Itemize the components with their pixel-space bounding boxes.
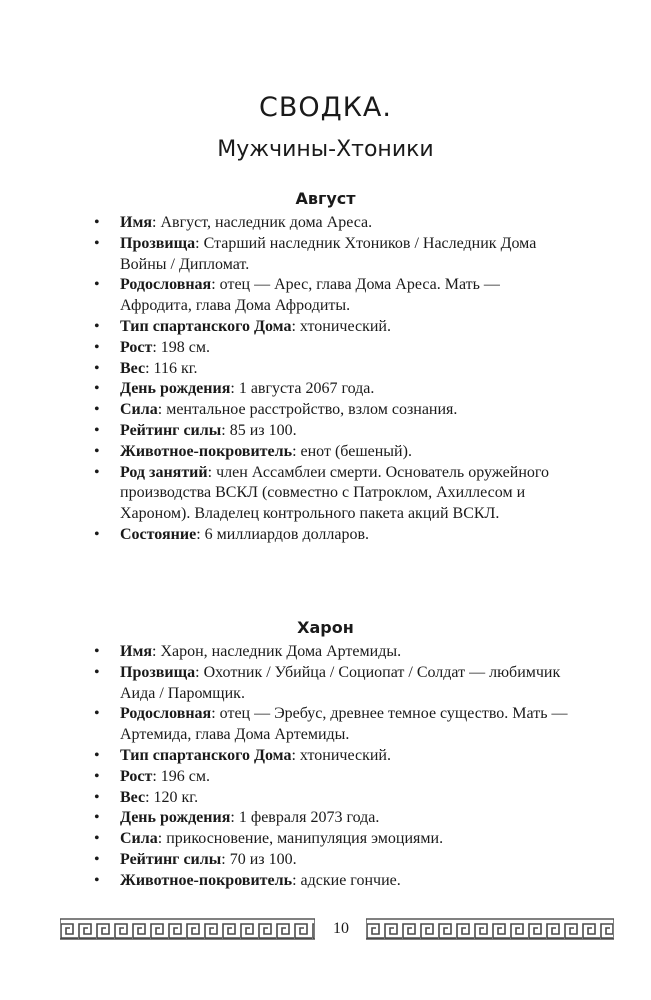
fact-separator: : [195, 663, 204, 681]
fact-label: Животное-покровитель [120, 871, 293, 889]
fact-separator: : [152, 214, 161, 231]
fact-label: Родословная [120, 276, 212, 294]
fact-label: Рейтинг силы [120, 850, 222, 868]
bullet-icon: • [94, 643, 100, 660]
bullet-icon: • [94, 809, 100, 827]
fact-label: Прозвища [120, 663, 196, 681]
fact-label: День рождения [120, 809, 231, 827]
fact-item [0, 767, 570, 788]
fact-separator: : [157, 401, 167, 419]
fact-item [0, 421, 570, 442]
fact-label: Вес [120, 359, 146, 377]
fact-value: 85 из 100. [229, 421, 297, 439]
fact-label: Имя [120, 643, 152, 660]
fact-value: Август, наследник дома Ареса. [160, 214, 373, 231]
fact-value: ментальное расстройство, взлом сознания. [166, 401, 458, 419]
bullet-icon: • [94, 663, 100, 681]
fact-value: 120 кг. [153, 788, 199, 806]
profile-name-heading: Харон [297, 618, 354, 637]
fact-item [0, 704, 570, 746]
fact-item [0, 234, 570, 276]
fact-item [0, 829, 570, 850]
profile-august [0, 187, 651, 546]
bullet-icon: • [94, 380, 100, 398]
bullet-icon: • [94, 767, 100, 785]
page-title: СВОДКА. [259, 92, 392, 123]
fact-item [0, 213, 570, 234]
bullet-icon: • [94, 850, 100, 868]
bullet-icon: • [94, 234, 100, 252]
fact-item [0, 642, 570, 663]
fact-item [0, 850, 570, 871]
fact-value: хтонический. [299, 317, 391, 335]
fact-value: 1 августа 2067 года. [238, 380, 375, 398]
bullet-icon: • [94, 746, 100, 764]
fact-value: прикосновение, манипуляция эмоциями. [166, 830, 444, 848]
fact-list [0, 642, 651, 892]
bullet-icon: • [94, 871, 100, 889]
fact-value: 116 кг. [153, 359, 198, 377]
profile-charon [0, 616, 651, 892]
fact-item [0, 463, 570, 525]
fact-value: член Ассамблеи смерти. Основатель оружейного производства ВСКЛ (совместно с Патроклом, Ахиллесом и Хароном). Владелец контрольного пакета акций ВСКЛ. [120, 463, 550, 523]
profile-name-heading: Август [295, 189, 356, 208]
fact-separator: : [230, 380, 239, 398]
fact-item [0, 808, 570, 829]
bullet-icon: • [94, 421, 100, 439]
fact-item [0, 338, 570, 359]
fact-separator: : [291, 317, 300, 335]
page-footer [0, 912, 651, 946]
fact-separator: : [211, 276, 220, 294]
fact-label: Животное-покровитель [120, 442, 293, 460]
fact-value: 198 см. [160, 338, 211, 356]
fact-separator: : [145, 359, 154, 377]
fact-item [0, 663, 570, 705]
fact-label: Прозвища [120, 234, 196, 252]
bullet-icon: • [94, 463, 100, 481]
fact-value: 6 миллиардов долларов. [204, 525, 370, 543]
bullet-icon: • [94, 317, 100, 335]
fact-item [0, 746, 570, 767]
fact-label: Рейтинг силы [120, 421, 222, 439]
fact-label: Род занятий [120, 463, 208, 481]
fact-separator: : [157, 830, 167, 848]
fact-value: адские гончие. [300, 871, 401, 889]
bullet-icon: • [94, 338, 100, 356]
fact-separator: : [211, 705, 220, 723]
bullet-icon: • [94, 442, 100, 460]
fact-separator: : [291, 746, 300, 764]
fact-value: хтонический. [299, 746, 391, 764]
bullet-icon: • [94, 788, 100, 806]
fact-item [0, 788, 570, 809]
fact-separator: : [152, 643, 161, 660]
fact-separator: : [221, 850, 230, 868]
fact-label: Родословная [120, 705, 212, 723]
fact-label: Сила [120, 401, 158, 419]
fact-value: енот (бешеный). [300, 442, 412, 460]
fact-separator: : [221, 421, 230, 439]
fact-label: День рождения [120, 380, 231, 398]
fact-label: Вес [120, 788, 146, 806]
fact-item [0, 525, 570, 546]
greek-key-meander-icon [60, 918, 315, 940]
bullet-icon: • [94, 276, 100, 294]
fact-item [0, 317, 570, 338]
fact-item [0, 400, 570, 421]
fact-separator: : [195, 234, 204, 252]
fact-value: отец — Арес, глава Дома Ареса. Мать — Афродита, глава Дома Афродиты. [120, 276, 500, 315]
fact-item [0, 379, 570, 400]
fact-separator: : [207, 463, 217, 481]
fact-label: Состояние [120, 525, 197, 543]
fact-label: Тип спартанского Дома [120, 317, 292, 335]
fact-value: 1 февраля 2073 года. [238, 809, 380, 827]
bullet-icon: • [94, 401, 100, 419]
fact-label: Рост [120, 338, 153, 356]
fact-item [0, 442, 570, 463]
greek-key-meander-icon [366, 918, 614, 940]
fact-label: Рост [120, 767, 153, 785]
fact-separator: : [145, 788, 154, 806]
fact-value: Охотник / Убийца / Социопат / Солдат — любимчик Аида / Паромщик. [120, 663, 561, 702]
fact-separator: : [196, 525, 205, 543]
fact-value: Старший наследник Хтоников / Наследник Дома Войны / Дипломат. [120, 234, 537, 273]
bullet-icon: • [94, 214, 100, 231]
bullet-icon: • [94, 359, 100, 377]
bullet-icon: • [94, 830, 100, 848]
fact-separator: : [152, 767, 161, 785]
page-subtitle: Мужчины-Хтоники [217, 137, 434, 162]
fact-label: Сила [120, 830, 158, 848]
fact-value: отец — Эребус, древнее темное существо. Мать — Артемида, глава Дома Артемиды. [120, 705, 568, 744]
fact-label: Тип спартанского Дома [120, 746, 292, 764]
bullet-icon: • [94, 705, 100, 723]
fact-value: 70 из 100. [229, 850, 297, 868]
page-number: 10 [333, 920, 349, 937]
fact-separator: : [292, 442, 301, 460]
fact-separator: : [152, 338, 161, 356]
fact-item [0, 871, 570, 892]
fact-item [0, 275, 570, 317]
fact-separator: : [230, 809, 239, 827]
fact-label: Имя [120, 214, 152, 231]
fact-value: 196 см. [160, 767, 211, 785]
bullet-icon: • [94, 525, 100, 543]
fact-separator: : [292, 871, 301, 889]
fact-item [0, 359, 570, 380]
fact-list [0, 213, 651, 546]
fact-value: Харон, наследник Дома Артемиды. [160, 643, 402, 660]
